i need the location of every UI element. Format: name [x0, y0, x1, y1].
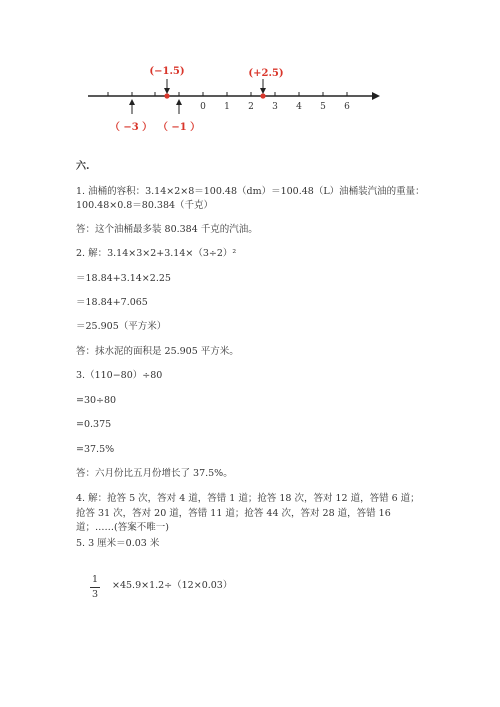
answer-3-line-4: =37.5% — [76, 444, 115, 455]
number-line-figure — [0, 0, 500, 150]
fraction-one-third — [90, 574, 100, 601]
answer-3-line-1: 3.（110−80）÷80 — [76, 370, 163, 381]
answer-2-line-1: 2. 解：3.14×3×2+3.14×（3÷2）² — [76, 248, 237, 259]
section-title: 六. — [76, 161, 90, 172]
answer-neg-1-5: (−1.5) — [149, 66, 185, 77]
answer-neg-3: （ −3 ） — [109, 122, 153, 133]
answer-6-expression: ×45.9×1.2÷（12×0.03） — [112, 580, 233, 591]
fraction-denominator: 3 — [91, 589, 99, 600]
answer-pos-2-5: (+2.5) — [248, 68, 284, 79]
answer-2-line-4: ＝25.905（平方米） — [76, 321, 167, 332]
answer-2-line-3: ＝18.84+7.065 — [76, 297, 148, 308]
tick-label-6: 6 — [344, 102, 350, 112]
answer-2-conclusion: 答：抹水泥的面积是 25.905 平方米。 — [76, 346, 239, 357]
point-neg-1-5 — [164, 93, 169, 98]
number-line-arrowhead — [372, 92, 380, 100]
answer-neg-1: （ −1 ） — [157, 122, 201, 133]
answer-1-line-2: 100.48×0.8＝80.384（千克） — [76, 200, 214, 211]
answer-3-line-3: =0.375 — [76, 419, 112, 430]
tick-label-2: 2 — [248, 102, 254, 112]
answer-4-line-1: 4. 解：抢答 5 次，答对 4 道，答错 1 道；抢答 18 次，答对 12 道，答错 6 道； — [76, 493, 420, 504]
point-pos-2-5 — [260, 93, 265, 98]
answer-3-line-2: =30÷80 — [76, 395, 117, 406]
answer-1-line-1: 1. 油桶的容积：3.14×2×8＝100.48（dm）＝100.48（L）油桶装汽油的重量： — [76, 186, 425, 197]
tick-label-4: 4 — [296, 102, 302, 112]
tick-label-1: 1 — [224, 102, 230, 112]
fraction-bar — [90, 587, 100, 588]
fraction-numerator: 1 — [91, 574, 99, 585]
answer-4-line-3: 道；……(答案不唯一) — [76, 522, 169, 533]
answer-1-conclusion: 答：这个油桶最多装 80.384 千克的汽油。 — [76, 224, 258, 235]
answer-4-line-2: 抢答 31 次，答对 20 道，答错 11 道；抢答 44 次，答对 28 道，答错 16 — [76, 508, 391, 519]
tick-label-5: 5 — [320, 102, 326, 112]
tick-label-0: 0 — [200, 102, 206, 112]
answer-3-conclusion: 答：六月份比五月份增长了 37.5%。 — [76, 468, 233, 479]
answer-2-line-2: ＝18.84+3.14×2.25 — [76, 273, 171, 284]
answer-5-line-1: 5. 3 厘米＝0.03 米 — [76, 538, 160, 549]
tick-label-3: 3 — [272, 102, 278, 112]
